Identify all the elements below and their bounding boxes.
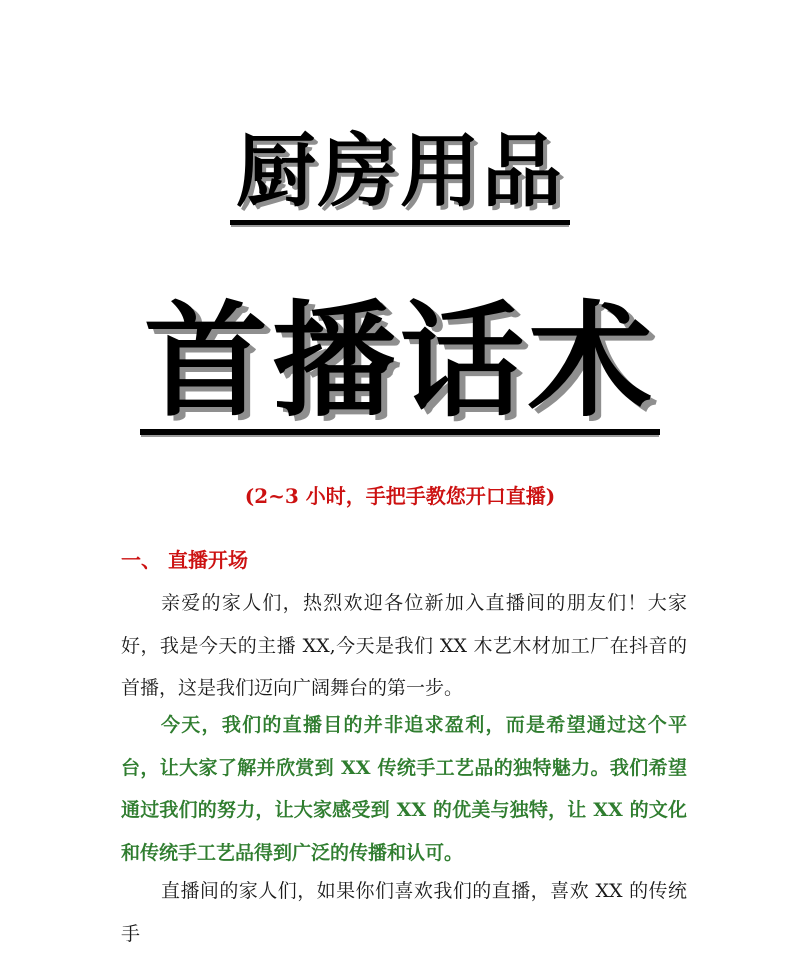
body-paragraph-3: 直播间的家人们，如果你们喜欢我们的直播，喜欢 XX 的传统手	[121, 880, 687, 945]
section-heading: 一、 直播开场	[121, 548, 248, 572]
highlighted-paragraph: 今天，我们的直播目的并非追求盈利，而是希望通过这个平台，让大家了解并欣赏到 XX 传统手工艺品的独特魅力。我们希望通过我们的努力，让大家感受到 XX 的优美与独特，让 XX 的文化和传统手工艺品得到广泛的传播和认可。	[121, 714, 687, 864]
document-subtitle: (2~3 小时，手把手教您开口直播)	[244, 484, 556, 508]
document-title-line-2	[0, 292, 800, 435]
title-line-1-text: 厨房用品	[230, 124, 570, 225]
body-paragraph-1: 亲爱的家人们，热烈欢迎各位新加入直播间的朋友们！大家好，我是今天的主播 XX,今天是我们 XX 木艺木材加工厂在抖音的首播，这是我们迈向广阔舞台的第一步。	[121, 592, 687, 699]
document-title-line-1	[0, 122, 800, 225]
title-line-2-text: 首播话术	[140, 295, 660, 435]
